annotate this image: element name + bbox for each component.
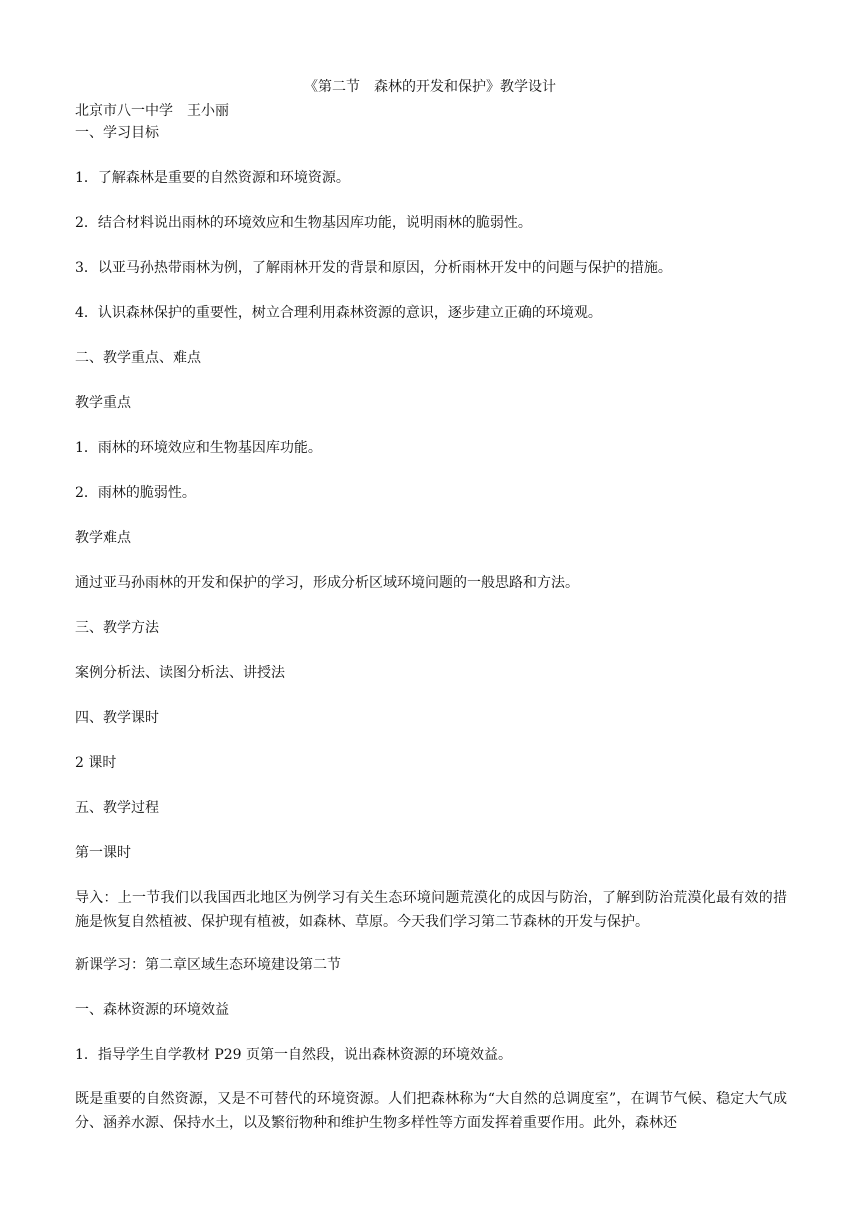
section-heading-process: 五、教学过程 — [75, 800, 159, 816]
goal-item-4: 4．认识森林保护的重要性，树立合理利用森林资源的意识，逐步建立正确的环境观。 — [75, 305, 602, 321]
section-heading-key-points: 二、教学重点、难点 — [75, 350, 201, 366]
difficulty-text: 通过亚马孙雨林的开发和保护的学习，形成分析区域环境问题的一般思路和方法。 — [75, 575, 579, 591]
subheading-difficulties: 教学难点 — [75, 530, 131, 546]
intro-paragraph: 导入：上一节我们以我国西北地区为例学习有关生态环境问题荒漠化的成因与防治，了解到防治荒漠化最有效的措施是恢复自然植被、保护现有植被，如森林、草原。今天我们学习第二节森林的开发与保护。 — [75, 890, 787, 930]
new-lesson-line: 新课学习：第二章区域生态环境建设第二节 — [75, 957, 341, 973]
document-title: 《第二节 森林的开发和保护》教学设计 — [304, 79, 556, 95]
goal-item-1: 1．了解森林是重要的自然资源和环境资源。 — [75, 170, 350, 186]
methods-text: 案例分析法、读图分析法、讲授法 — [75, 665, 285, 681]
goal-item-2: 2．结合材料说出雨林的环境效应和生物基因库功能，说明雨林的脆弱性。 — [75, 215, 532, 231]
goal-item-3: 3．以亚马孙热带雨林为例，了解雨林开发的背景和原因，分析雨林开发中的问题与保护的措施。 — [75, 260, 672, 276]
section-heading-methods: 三、教学方法 — [75, 620, 159, 636]
author-line: 北京市八一中学 王小丽 — [75, 103, 229, 119]
step-item-1: 1．指导学生自学教材 P29 页第一自然段，说出森林资源的环境效益。 — [75, 1047, 513, 1063]
subheading-key-points: 教学重点 — [75, 395, 131, 411]
hours-text: 2 课时 — [75, 755, 117, 771]
key-point-item-1: 1．雨林的环境效应和生物基因库功能。 — [75, 440, 322, 456]
lesson-heading-1: 第一课时 — [75, 845, 131, 861]
section-heading-goals: 一、学习目标 — [75, 125, 159, 141]
key-point-item-2: 2．雨林的脆弱性。 — [75, 485, 196, 501]
section-heading-hours: 四、教学课时 — [75, 710, 159, 726]
benefit-paragraph: 既是重要的自然资源，又是不可替代的环境资源。人们把森林称为“大自然的总调度室”，在调节气候、稳定大气成分、涵养水源、保持水土，以及繁衍物种和维护生物多样性等方面发挥着重要作用。此外，森林还 — [75, 1091, 787, 1131]
part-heading-benefits: 一、森林资源的环境效益 — [75, 1002, 229, 1018]
